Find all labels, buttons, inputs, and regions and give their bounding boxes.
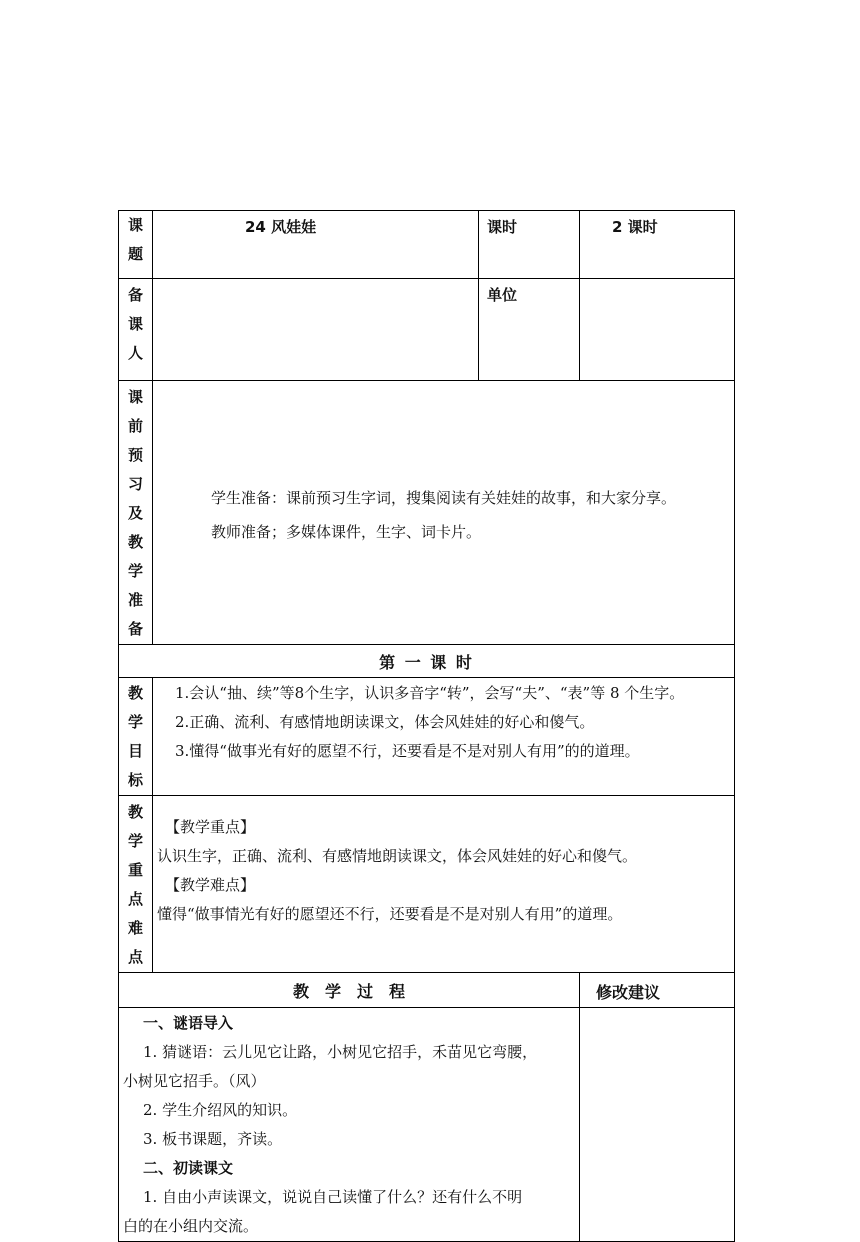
label-char: 准 [127,591,143,609]
label-char: 学 [127,713,143,731]
difficulty-heading: 【教学难点】 [165,876,256,894]
process-header: 教 学 过 程 [292,981,405,1001]
section-2-line-2: 白的在小组内交流。 [123,1217,259,1235]
label-char: 点 [127,890,143,908]
label-char: 备 [127,620,143,638]
goal-item-3: 3.懂得“做事光有好的愿望不行，还要看是不是对别人有用”的的道理。 [175,742,640,760]
label-char: 课 [127,388,143,406]
label-char: 及 [127,504,143,522]
student-prep-text: 学生准备：课前预习生字词，搜集阅读有关娃娃的故事，和大家分享。 [211,489,677,507]
prep-label-cell [119,381,153,645]
label-char: 预 [127,446,143,464]
difficulty-text: 懂得“做事情光有好的愿望还不行，还要看是不是对别人有用”的道理。 [157,905,623,923]
period-value-cell [580,211,735,279]
section-2-title: 二、初读课文 [143,1159,234,1177]
label-char: 习 [127,475,143,493]
label-char: 目 [127,742,143,760]
label-char: 点 [127,948,143,966]
preparer-label [119,279,152,368]
section-2-line-1: 1. 自由小声读课文，说说自己读懂了什么？还有什么不明 [143,1188,523,1206]
section-1-line-4: 3. 板书课题，齐读。 [143,1130,283,1148]
topic-label-cell [119,211,153,279]
lesson-plan-document [118,210,734,1242]
unit-label-cell [479,279,580,381]
label-char: 课 [127,216,143,234]
section-1-line-1: 1. 猜谜语：云儿见它让路，小树见它招手，禾苗见它弯腰， [143,1043,538,1061]
label-char: 教 [127,533,143,551]
goals-content-cell [153,678,735,796]
label-char: 教 [127,684,143,702]
topic-value-cell [153,211,479,279]
key-point-text: 认识生字，正确、流利、有感情地朗读课文，体会风娃娃的好心和傻气。 [157,847,638,865]
unit-label: 单位 [487,286,518,304]
preparer-value-cell [153,279,479,381]
section-1-line-3: 2. 学生介绍风的知识。 [143,1101,298,1119]
label-char: 备 [127,286,143,304]
preparer-label-cell [119,279,153,381]
focus-content-cell [153,796,735,973]
label-char: 学 [127,562,143,580]
suggestion-header-cell [580,973,735,1008]
goals-label [119,678,152,795]
label-char: 题 [127,245,143,263]
focus-label [119,796,152,972]
lesson-title-cell [119,645,735,678]
period-value: 2 课时 [612,218,658,236]
topic-label [119,211,152,269]
label-char: 重 [127,861,143,879]
goals-label-cell [119,678,153,796]
lesson-title: 第 一 课 时 [379,652,474,672]
focus-label-cell [119,796,153,973]
section-1-title: 一、谜语导入 [143,1014,234,1032]
process-content-cell [119,1008,580,1242]
teacher-prep-text: 教师准备；多媒体课件，生字、词卡片。 [211,523,482,541]
goal-item-1: 1.会认“抽、续”等8个生字，认识多音字“转”，会写“夫”、“表”等 8 个生字。 [175,684,685,702]
lesson-plan-table [118,210,735,1242]
key-point-heading: 【教学重点】 [165,818,256,836]
period-label: 课时 [487,218,518,236]
unit-value-cell [580,279,735,381]
label-char: 标 [127,771,143,789]
label-char: 教 [127,803,143,821]
label-char: 学 [127,832,143,850]
section-1-line-2: 小树见它招手。（风） [123,1072,266,1090]
suggestion-content-cell [580,1008,735,1242]
label-char: 人 [127,344,143,362]
prep-label [119,381,152,644]
topic-value: 24 风娃娃 [245,218,317,236]
label-char: 前 [127,417,143,435]
period-label-cell [479,211,580,279]
label-char: 课 [127,315,143,333]
goal-item-2: 2.正确、流利、有感情地朗读课文，体会风娃娃的好心和傻气。 [175,713,595,731]
prep-content-cell [153,381,735,645]
process-header-cell [119,973,580,1008]
label-char: 难 [127,919,143,937]
suggestion-header: 修改建议 [596,983,661,1002]
